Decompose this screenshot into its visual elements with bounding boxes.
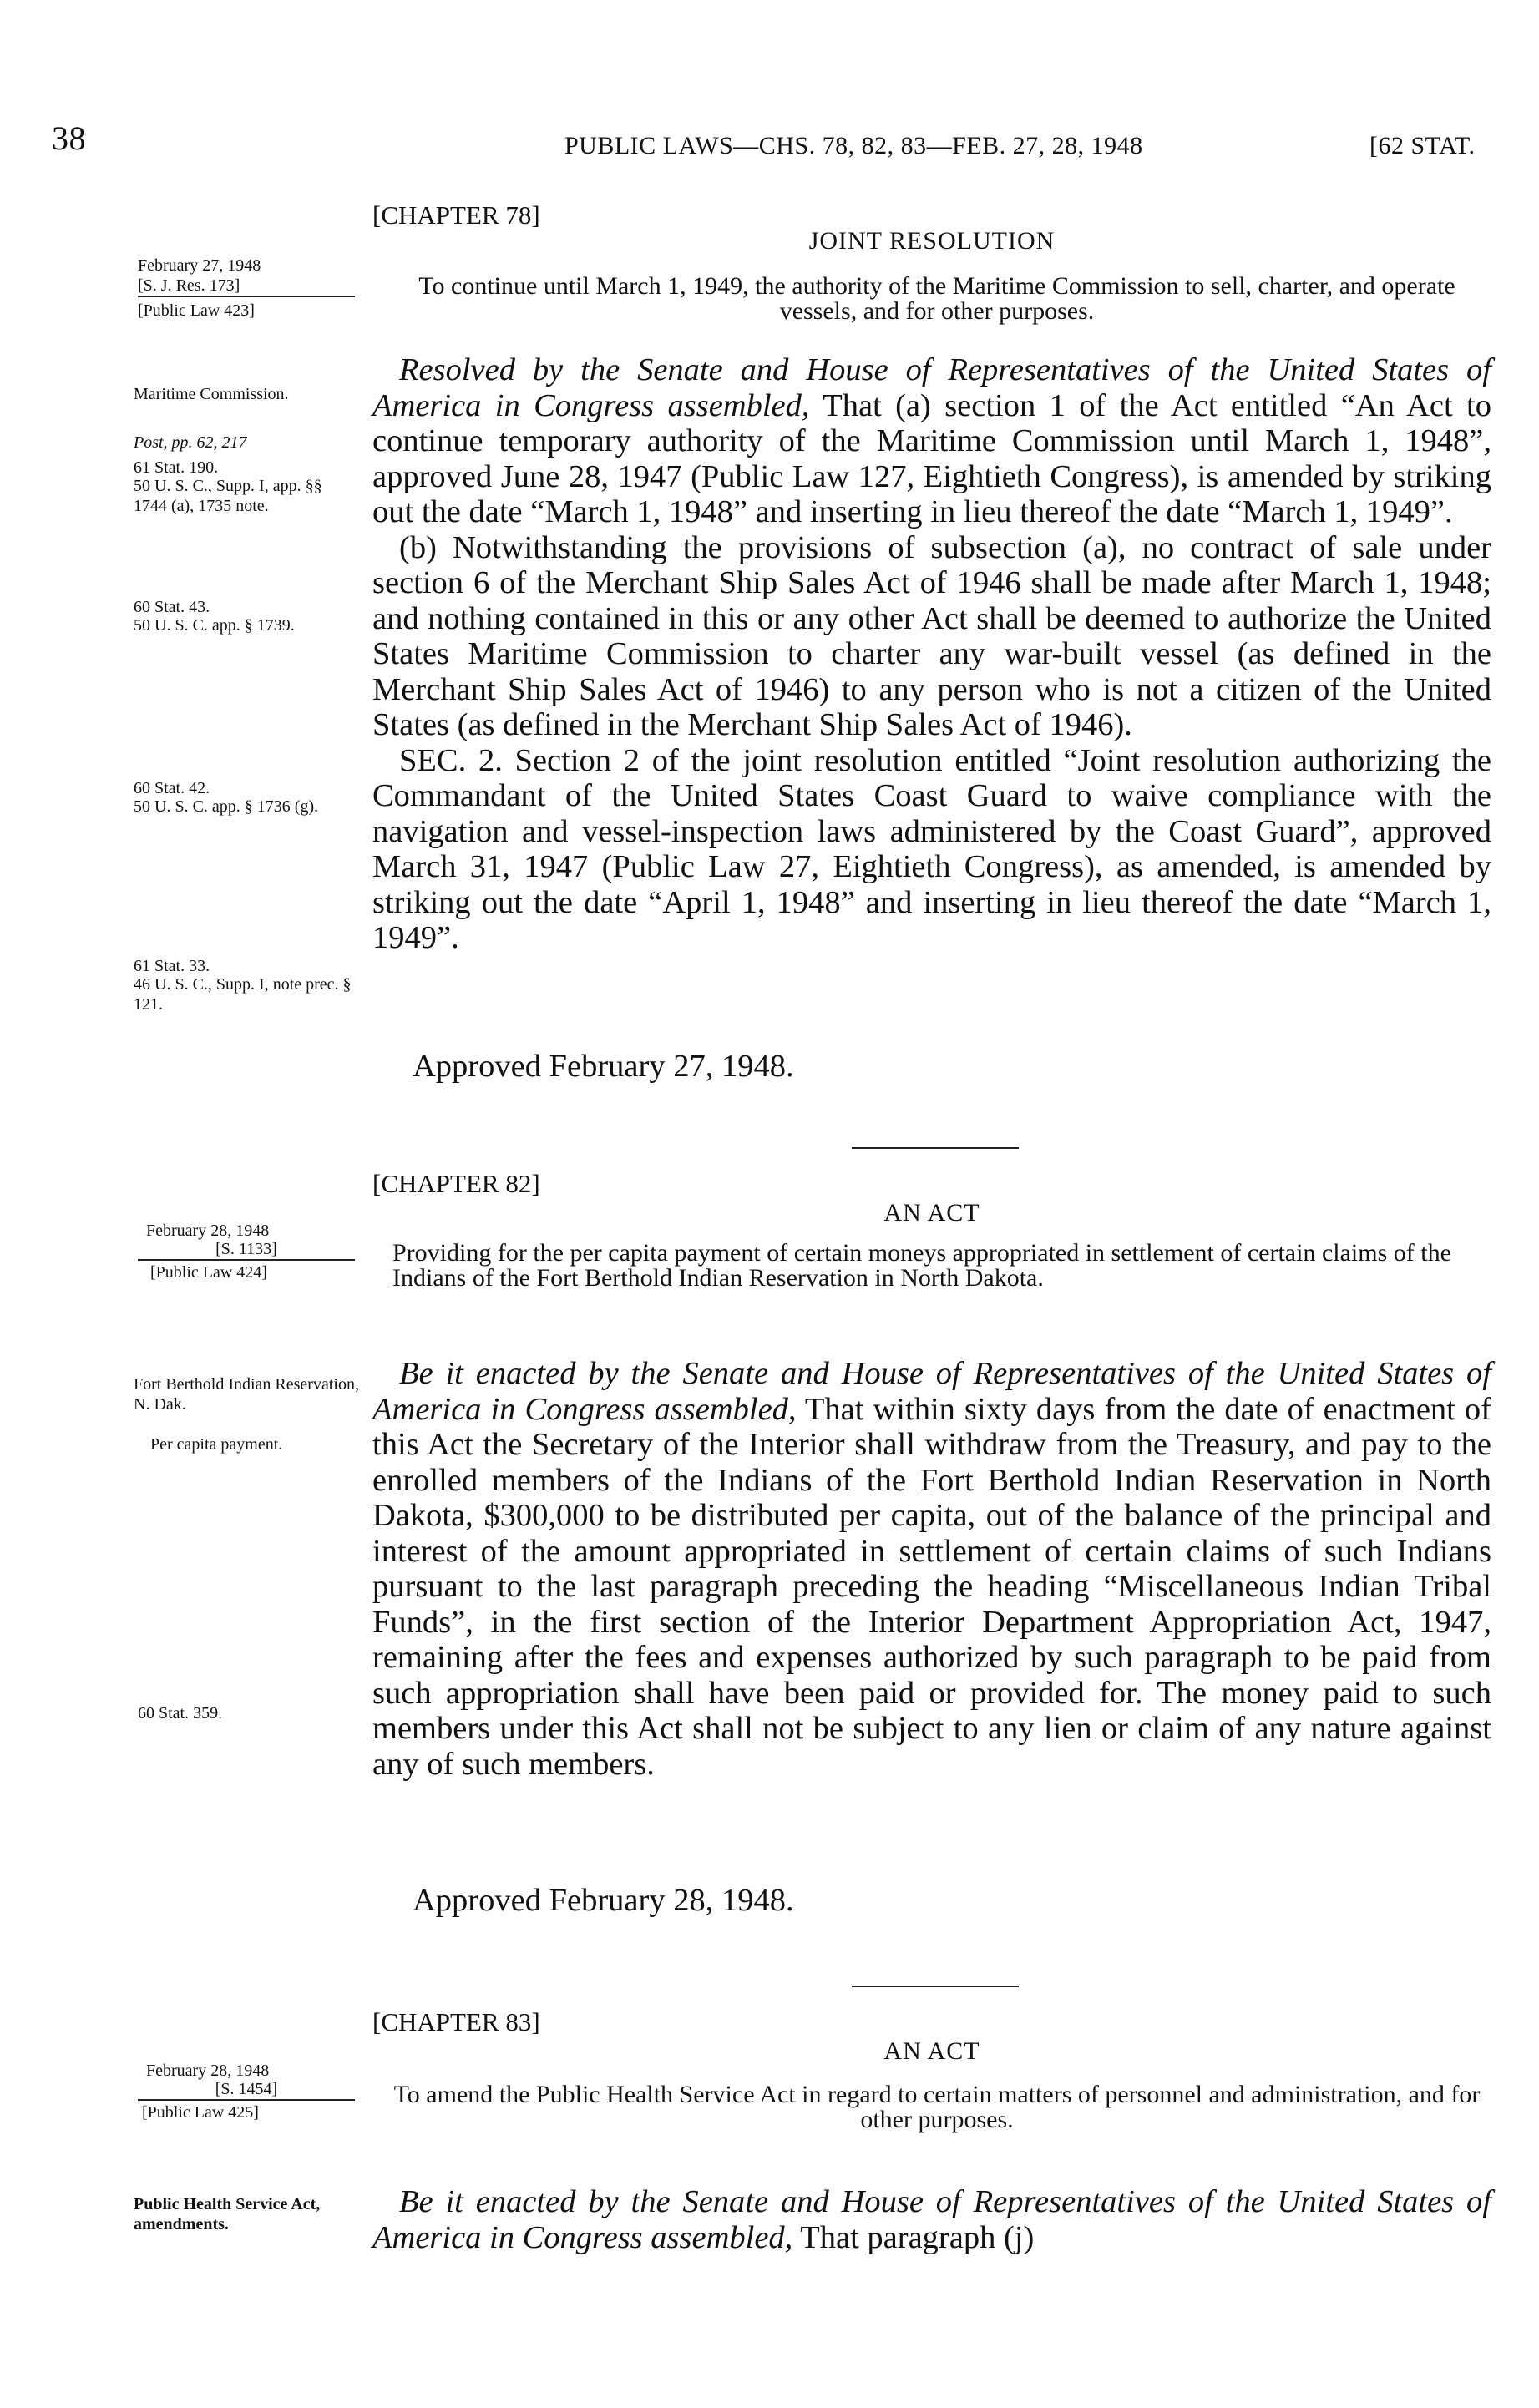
margin-note: 61 Stat. 33.	[134, 957, 210, 975]
chapter-83-bill: [S. 1454]	[138, 2079, 355, 2101]
chapter-78-type: JOINT RESOLUTION	[808, 227, 1056, 255]
volume-reference: [62 STAT.	[1369, 132, 1476, 159]
paragraph: SEC. 2. Section 2 of the joint resolution entitled “Joint resolution authorizing the Commandant of the United States Coast Guard to waive compliance with the navigation and vessel-inspection laws administered by the Coast Guard”, approved March 31, 1947 (Public Law 27, Eightieth Congress), as amended, is amended by striking out the date “April 1, 1948” and inserting in lieu thereof the date “March 1, 1949”.	[372, 742, 1491, 955]
running-title: PUBLIC LAWS—CHS. 78, 82, 83—FEB. 27, 28, 1948	[564, 132, 1143, 159]
margin-note: 46 U. S. C., Supp. I, note prec. § 121.	[134, 975, 352, 1014]
chapter-78-heading: [CHAPTER 78]	[372, 200, 540, 230]
margin-note: Per capita payment.	[150, 1435, 283, 1454]
margin-note: 60 Stat. 43.	[134, 598, 210, 616]
chapter-78-body	[372, 352, 1491, 956]
chapter-82-type: AN ACT	[883, 1199, 980, 1227]
chapter-83-heading: [CHAPTER 83]	[372, 2007, 540, 2036]
margin-note: Fort Berthold Indian Reservation, N. Dak.	[134, 1375, 359, 1414]
chapter-83-body	[372, 2184, 1491, 2255]
chapter-78-date: February 27, 1948	[138, 256, 261, 275]
paragraph: That (a) section 1 of the Act entitled “An Act to continue temporary authority of the Maritime Commission until March 1, 1948”, approved June 28, 1947 (Public Law 127, Eightieth Congress), is amended by striking out the date “March 1, 1948” and inserting in lieu thereof the date “March 1, 1949”.	[372, 387, 1491, 529]
paragraph: That within sixty days from the date of enactment of this Act the Secretary of the Interior shall withdraw from the Treasury, and pay to the enrolled members of the Indians of the Fort Berthold Indian Reservation in North Dakota, $300,000 to be distributed per capita, out of the balance of the principal and interest of the amount appropriated in settlement of certain claims of such Indians pursuant to the last paragraph preceding the heading “Miscellaneous Indian Tribal Funds”, in the first section of the Interior Department Appropriation Act, 1947, remaining after the fees and expenses authorized by such paragraph to be paid from such appropriation shall have been paid or provided for. The money paid to such members under this Act shall not be subject to any lien or claim of any nature against any of such members.	[372, 1391, 1491, 1782]
chapter-82-bill: [S. 1133]	[138, 1239, 355, 1261]
chapter-83-type: AN ACT	[883, 2037, 980, 2065]
chapter-78-bill: [S. J. Res. 173]	[138, 276, 355, 297]
margin-note: 50 U. S. C., Supp. I, app. §§ 1744 (a), 1735 note.	[134, 477, 322, 515]
chapter-78-law: [Public Law 423]	[138, 301, 255, 320]
chapter-82-body	[372, 1356, 1491, 1782]
enacting-clause: Resolved by the Senate and House of Representatives of the United States of America in Congress assembled,	[372, 352, 1491, 423]
chapter-78-approved: Approved February 27, 1948.	[413, 1049, 794, 1084]
margin-note: Maritime Commission.	[134, 385, 289, 403]
enacting-clause: Be it enacted by the Senate and House of Representatives of the United States of America in Congress assembled,	[372, 2184, 1491, 2255]
margin-note: 50 U. S. C. app. § 1739.	[134, 616, 295, 635]
margin-note: 60 Stat. 42.	[134, 779, 210, 797]
chapter-83-description: To amend the Public Health Service Act in regard to certain matters of personnel and administration, and for other purposes.	[393, 2081, 1481, 2133]
chapter-83-law: [Public Law 425]	[142, 2103, 259, 2122]
margin-note: Public Health Service Act, amendments.	[134, 2195, 321, 2233]
chapter-82-approved: Approved February 28, 1948.	[413, 1883, 794, 1918]
chapter-82-description: Providing for the per capita payment of certain moneys appropriated in settlement of certain claims of the Indians of the Fort Berthold Indian Reservation in North Dakota.	[392, 1239, 1451, 1292]
chapter-78-description: To continue until March 1, 1949, the authority of the Maritime Commission to sell, charter, and operate vessels, and for other purposes.	[418, 272, 1455, 325]
section-divider	[852, 1986, 1019, 1987]
margin-note: 60 Stat. 359.	[138, 1704, 223, 1723]
margin-note: 50 U. S. C. app. § 1736 (g).	[134, 797, 319, 816]
paragraph: (b) Notwithstanding the provisions of subsection (a), no contract of sale under section 6 of the Merchant Ship Sales Act of 1946 shall be made after March 1, 1948; and nothing contained in this or any other Act shall be deemed to authorize the United States Maritime Commission to charter any war-built vessel (as defined in the Merchant Ship Sales Act of 1946) to any person who is not a citizen of the United States (as defined in the Merchant Ship Sales Act of 1946).	[372, 529, 1491, 742]
section-divider	[852, 1147, 1019, 1149]
chapter-82-heading: [CHAPTER 82]	[372, 1169, 540, 1198]
enacting-clause: Be it enacted by the Senate and House of Representatives of the United States of America in Congress assembled,	[372, 1356, 1491, 1427]
chapter-82-law: [Public Law 424]	[150, 1263, 267, 1282]
page-number: 38	[52, 119, 86, 157]
margin-note: Post, pp. 62, 217	[134, 433, 247, 452]
paragraph: That paragraph (j)	[800, 2219, 1035, 2255]
margin-note: 61 Stat. 190.	[134, 458, 219, 477]
chapter-83-date: February 28, 1948	[146, 2061, 270, 2080]
chapter-82-date: February 28, 1948	[146, 1222, 270, 1240]
